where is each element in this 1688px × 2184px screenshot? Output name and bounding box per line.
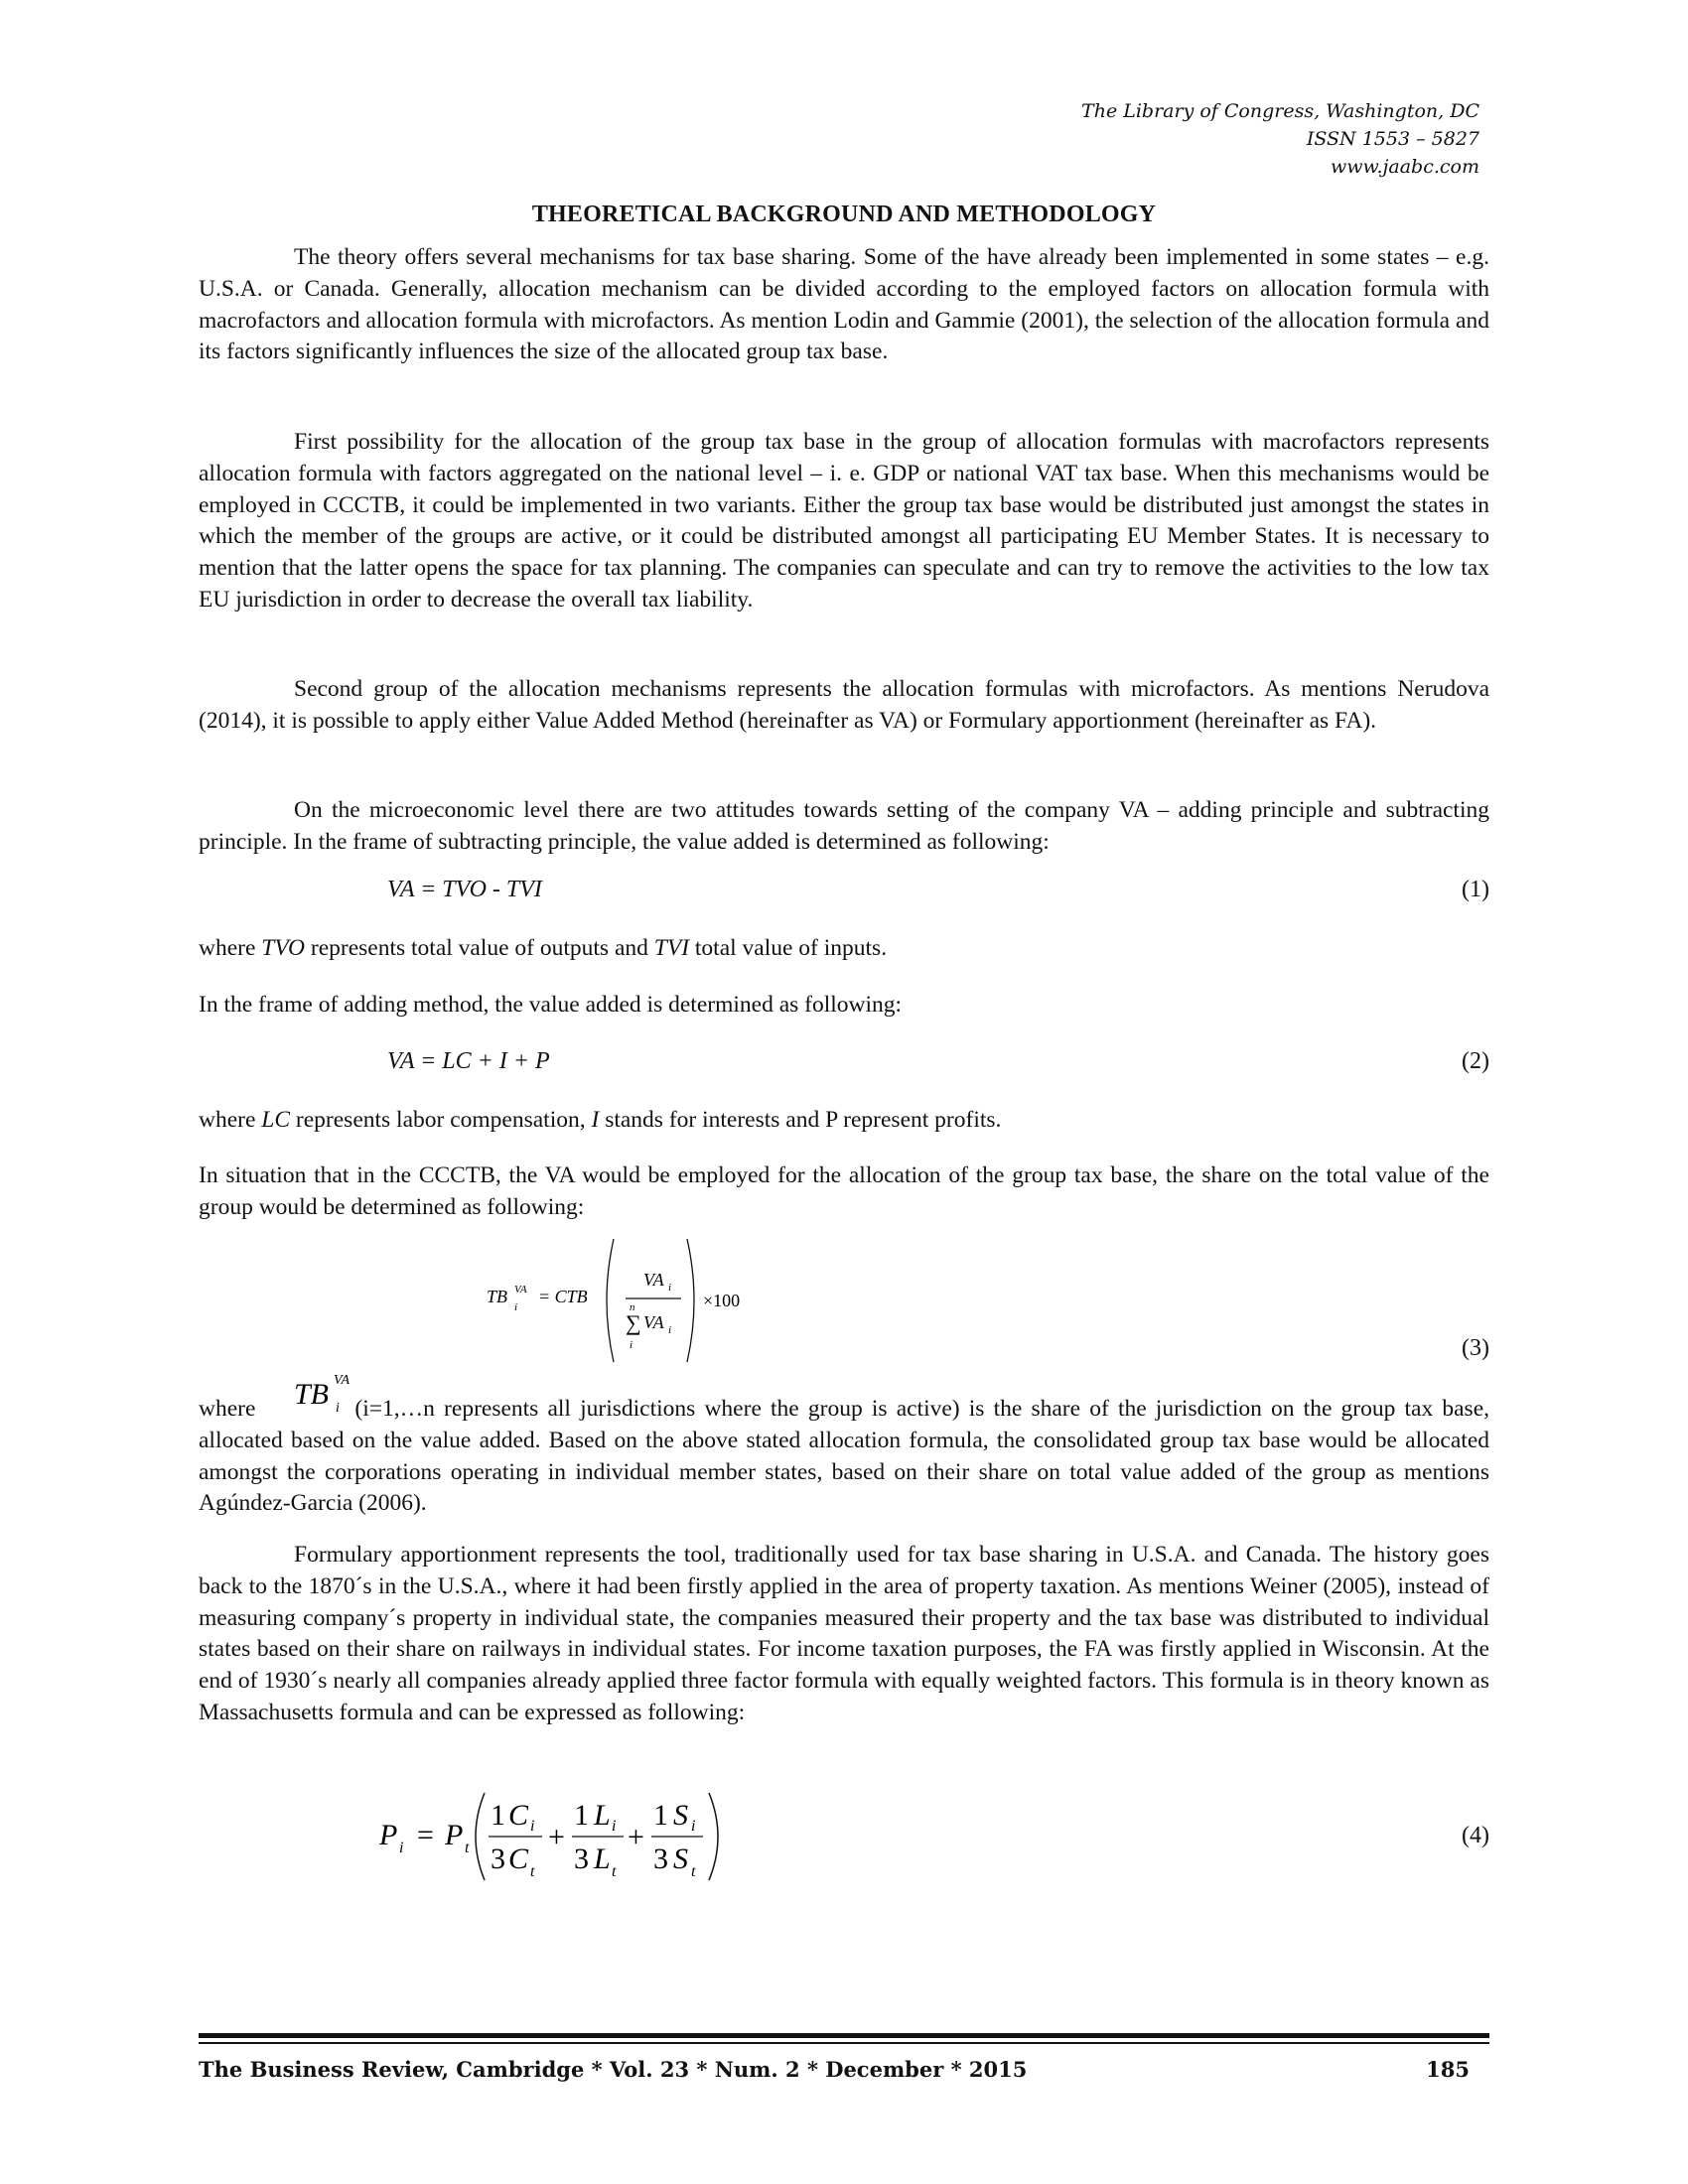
svg-text:t: t — [612, 1863, 617, 1880]
svg-text:t: t — [465, 1840, 470, 1856]
paragraph-5-text-c: total value of inputs. — [689, 935, 888, 961]
svg-text:t: t — [691, 1863, 696, 1880]
svg-text:3: 3 — [574, 1843, 589, 1875]
paragraph-7-text-a: where — [199, 1107, 262, 1133]
inline-tb-sub: i — [336, 1401, 340, 1416]
svg-text:+: + — [548, 1821, 565, 1853]
svg-text:i: i — [612, 1818, 617, 1835]
svg-text:P: P — [379, 1819, 398, 1851]
eq3-sum-top: n — [630, 1301, 635, 1313]
paragraph-7-text-c: stands for interests and P represent profits. — [599, 1107, 1002, 1133]
eq3-tb: TB — [487, 1287, 508, 1306]
svg-text:+: + — [628, 1821, 644, 1853]
svg-text:i: i — [691, 1818, 696, 1835]
paragraph-4: On the microeconomic level there are two attitudes towards setting of the company VA – adding principle and subtracting principle. In the frame of subtracting principle, the value added is determined as following: — [199, 797, 1489, 855]
svg-text:L: L — [594, 1843, 611, 1875]
paragraph-9-text: (i=1,…n represents all jurisdictions where the group is active) is the share of the jurisdiction on the group tax base, allocated based on the value added. Based on the above stated allocation formula, the consolidated group tax base would be allocated amongst the corporations operating in individual member states, based on their share on total value added of the group as mentions Agúndez-Garcia (2006). — [199, 1396, 1489, 1517]
svg-text:S: S — [673, 1799, 688, 1832]
eq4-left-paren — [476, 1793, 485, 1880]
svg-text:=: = — [417, 1819, 434, 1851]
paragraph-1: The theory offers several mechanisms for tax base sharing. Some of the have already been implemented in some states – e.g. U.S.A. or Canada. Generally, allocation mechanism can be divided according to the employed factors on allocation formula with macrofactors and allocation formula with microfactors. As mention Lodin and Gammie (2001), the selection of the allocation formula and its factors significantly influences the size of the allocated group tax base. — [199, 244, 1489, 365]
header-issn: ISSN 1553 – 5827 — [1306, 128, 1479, 150]
eq3-numerator-sub: i — [668, 1282, 672, 1294]
paragraph-8: In situation that in the CCCTB, the VA would be employed for the allocation of the group tax base, the share on the total value of the group would be determined as following: — [199, 1162, 1489, 1220]
page-number: 185 — [1426, 2057, 1470, 2082]
svg-text:1: 1 — [574, 1799, 589, 1832]
paragraph-7 — [199, 1105, 1489, 1137]
svg-text:1: 1 — [491, 1799, 505, 1832]
svg-text:P: P — [445, 1819, 464, 1851]
eq3-ctb: = CTB — [538, 1287, 588, 1306]
inline-tb-base: TB — [294, 1378, 330, 1411]
equation-3-number: (3) — [1462, 1335, 1489, 1361]
equation-2-number: (2) — [1462, 1048, 1489, 1074]
svg-text:i: i — [530, 1818, 535, 1835]
equation-1-body: VA = TVO - TVI — [387, 877, 542, 902]
eq3-times-100: ×100 — [703, 1291, 741, 1310]
eq3-numerator: VA — [643, 1270, 664, 1290]
footer-rule-thin — [199, 2042, 1489, 2044]
eq3-tb-sup: VA — [514, 1284, 527, 1296]
svg-text:S: S — [673, 1843, 688, 1875]
var-tvi: TVI — [653, 935, 690, 961]
header-publisher: The Library of Congress, Washington, DC — [1081, 100, 1479, 122]
paragraph-3: Second group of the allocation mechanisms represents the allocation formulas with microfactors. As mentions Nerudova (2014), it is possible to apply either Value Added Method (hereinafter as VA) or Formulary apportionment (hereinafter as FA). — [199, 676, 1489, 734]
sigma-icon: ∑ — [626, 1310, 641, 1335]
svg-text:C: C — [508, 1843, 529, 1875]
eq3-denominator: VA — [643, 1312, 664, 1332]
svg-text:C: C — [508, 1799, 529, 1832]
footer-journal: The Business Review, Cambridge * Vol. 23 * Num. 2 * December * 2015 — [199, 2057, 1028, 2082]
equation-3-formula — [477, 1231, 774, 1370]
paragraph-9-where: where — [199, 1396, 256, 1422]
right-paren — [687, 1239, 694, 1362]
eq3-denominator-sub: i — [668, 1324, 672, 1336]
var-lc: LC — [261, 1107, 291, 1133]
svg-text:1: 1 — [653, 1799, 668, 1832]
footer-rule-thick — [199, 2033, 1489, 2038]
paragraph-2: First possibility for the allocation of the group tax base in the group of allocation formulas with macrofactors represents allocation formula with factors aggregated on the national level – i. e. GDP or national VAT tax base. When this mechanisms would be employed in CCCTB, it could be implemented in two variants. Either the group tax base would be distributed just amongst the states in which the member of the groups are active, or it could be distributed amongst all participating EU Member States. It is necessary to mention that the latter opens the space for tax planning. The companies can speculate and can try to remove the activities to the low tax EU jurisdiction in order to decrease the overall tax liability. — [199, 429, 1489, 613]
var-tvo: TVO — [261, 935, 305, 961]
paragraph-10: Formulary apportionment represents the tool, traditionally used for tax base sharing in U.S.A. and Canada. The history goes back to the 1870´s in the U.S.A., where it had been firstly applied in the area of property taxation. As mentions Weiner (2005), instead of measuring company´s property in individual state, the companies measured their property and the tax base was distributed to individual states based on their share on railways in individual states. For income taxation purposes, the FA was firstly applied in Wisconsin. At the end of 1930´s nearly all companies already applied three factor formula with equally weighted factors. This formula is in theory known as Massachusetts formula and can be expressed as following: — [199, 1542, 1489, 1725]
eq3-sum-bottom: i — [630, 1339, 633, 1351]
svg-text:L: L — [594, 1799, 611, 1832]
paragraph-5-text-a: where — [199, 935, 262, 961]
svg-text:t: t — [530, 1863, 535, 1880]
eq3-tb-sub: i — [514, 1301, 518, 1313]
svg-text:i: i — [399, 1840, 404, 1856]
running-header — [1081, 97, 1479, 181]
equation-2-body: VA = LC + I + P — [387, 1048, 550, 1074]
svg-text:3: 3 — [491, 1843, 505, 1875]
paragraph-7-text-b: represents labor compensation, — [290, 1107, 592, 1133]
equation-4-formula — [367, 1787, 784, 1886]
paragraph-6: In the frame of adding method, the value added is determined as following: — [199, 992, 903, 1018]
inline-tb-sup: VA — [334, 1373, 351, 1388]
equation-4-number: (4) — [1462, 1823, 1489, 1848]
paragraph-9 — [199, 1394, 1489, 1520]
section-title: THEORETICAL BACKGROUND AND METHODOLOGY — [531, 202, 1157, 227]
page-footer — [199, 2057, 1470, 2082]
paragraph-5 — [199, 933, 1489, 965]
left-paren — [607, 1239, 614, 1362]
paragraph-5-text-b: represents total value of outputs and — [305, 935, 654, 961]
var-i: I — [591, 1107, 600, 1133]
equation-1-number: (1) — [1462, 877, 1489, 902]
eq4-right-paren — [709, 1793, 718, 1880]
svg-text:3: 3 — [653, 1843, 668, 1875]
header-website: www.jaabc.com — [1330, 156, 1479, 178]
